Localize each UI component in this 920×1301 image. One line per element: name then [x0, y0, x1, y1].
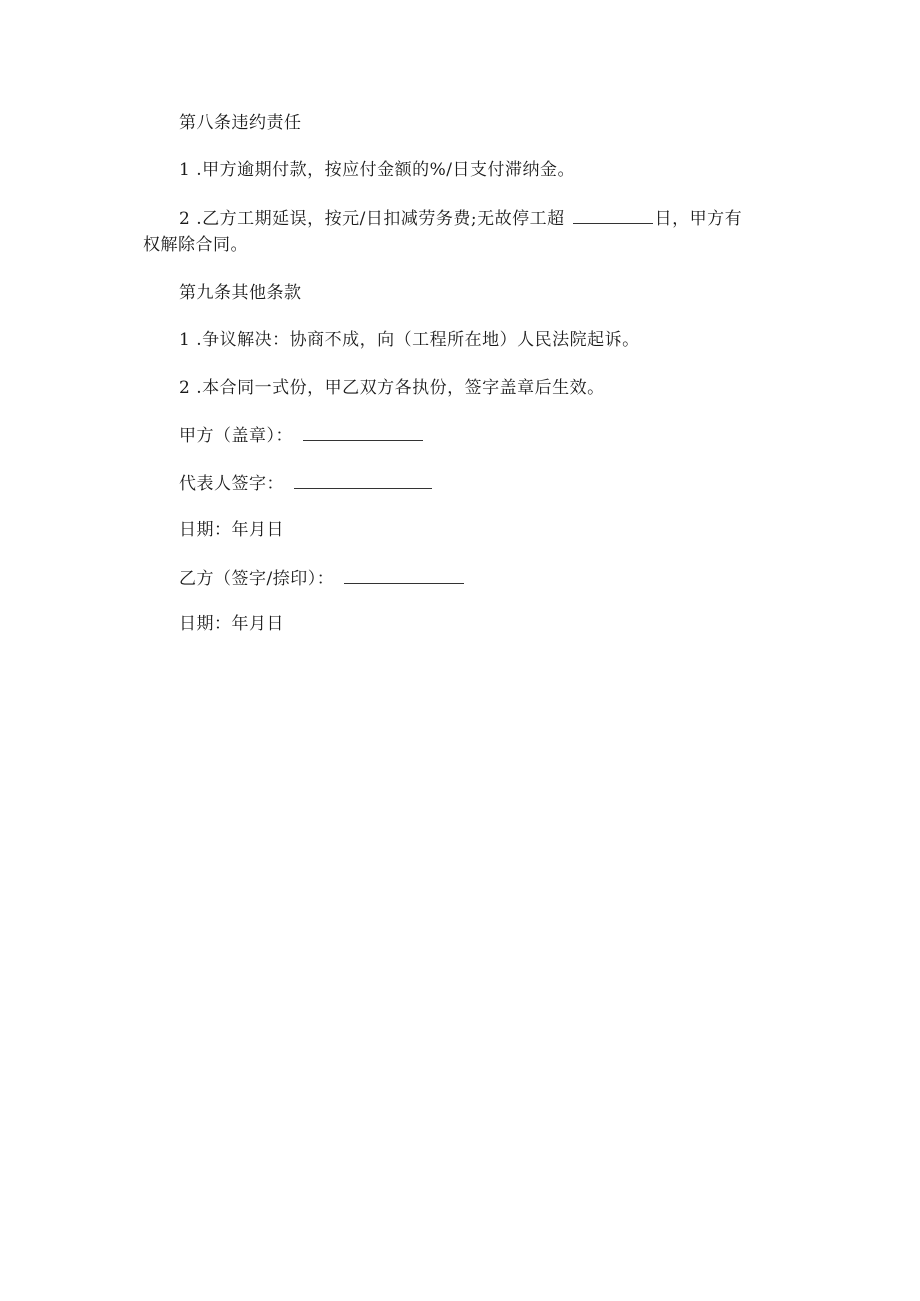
article-8-item-2-line-1 [179, 206, 742, 231]
party-b-signature-blank [344, 566, 464, 584]
article-9-item-2: 2 .本合同一式份，甲乙双方各执份，签字盖章后生效。 [179, 378, 605, 398]
party-a-label: 甲方（盖章）： [179, 426, 293, 446]
party-b-signature-line [179, 566, 464, 591]
article-9-item-1: 1 .争议解决：协商不成，向（工程所在地）人民法院起诉。 [179, 330, 640, 350]
stop-days-blank [573, 206, 653, 224]
representative-signature-blank [294, 471, 432, 489]
article-8-item-2-text-b: 日，甲方有 [654, 209, 743, 229]
party-a-seal-blank [303, 423, 423, 441]
article-9-heading: 第九条其他条款 [179, 283, 302, 303]
representative-signature-line [179, 471, 432, 496]
representative-label: 代表人签字： [179, 474, 284, 494]
article-8-heading: 第八条违约责任 [179, 113, 302, 133]
article-8-item-2-text-a: 2 .乙方工期延误，按元/日扣减劳务费;无故停工超 [179, 209, 565, 229]
date-line-1: 日期：年月日 [179, 520, 284, 540]
article-8-item-1: 1 .甲方逾期付款，按应付金额的%/日支付滞纳金。 [179, 160, 576, 180]
party-a-signature-line [179, 423, 423, 448]
article-8-item-2-line-2: 权解除合同。 [143, 235, 248, 255]
party-b-label: 乙方（签字/捺印）： [179, 569, 335, 589]
date-line-2: 日期：年月日 [179, 614, 284, 634]
